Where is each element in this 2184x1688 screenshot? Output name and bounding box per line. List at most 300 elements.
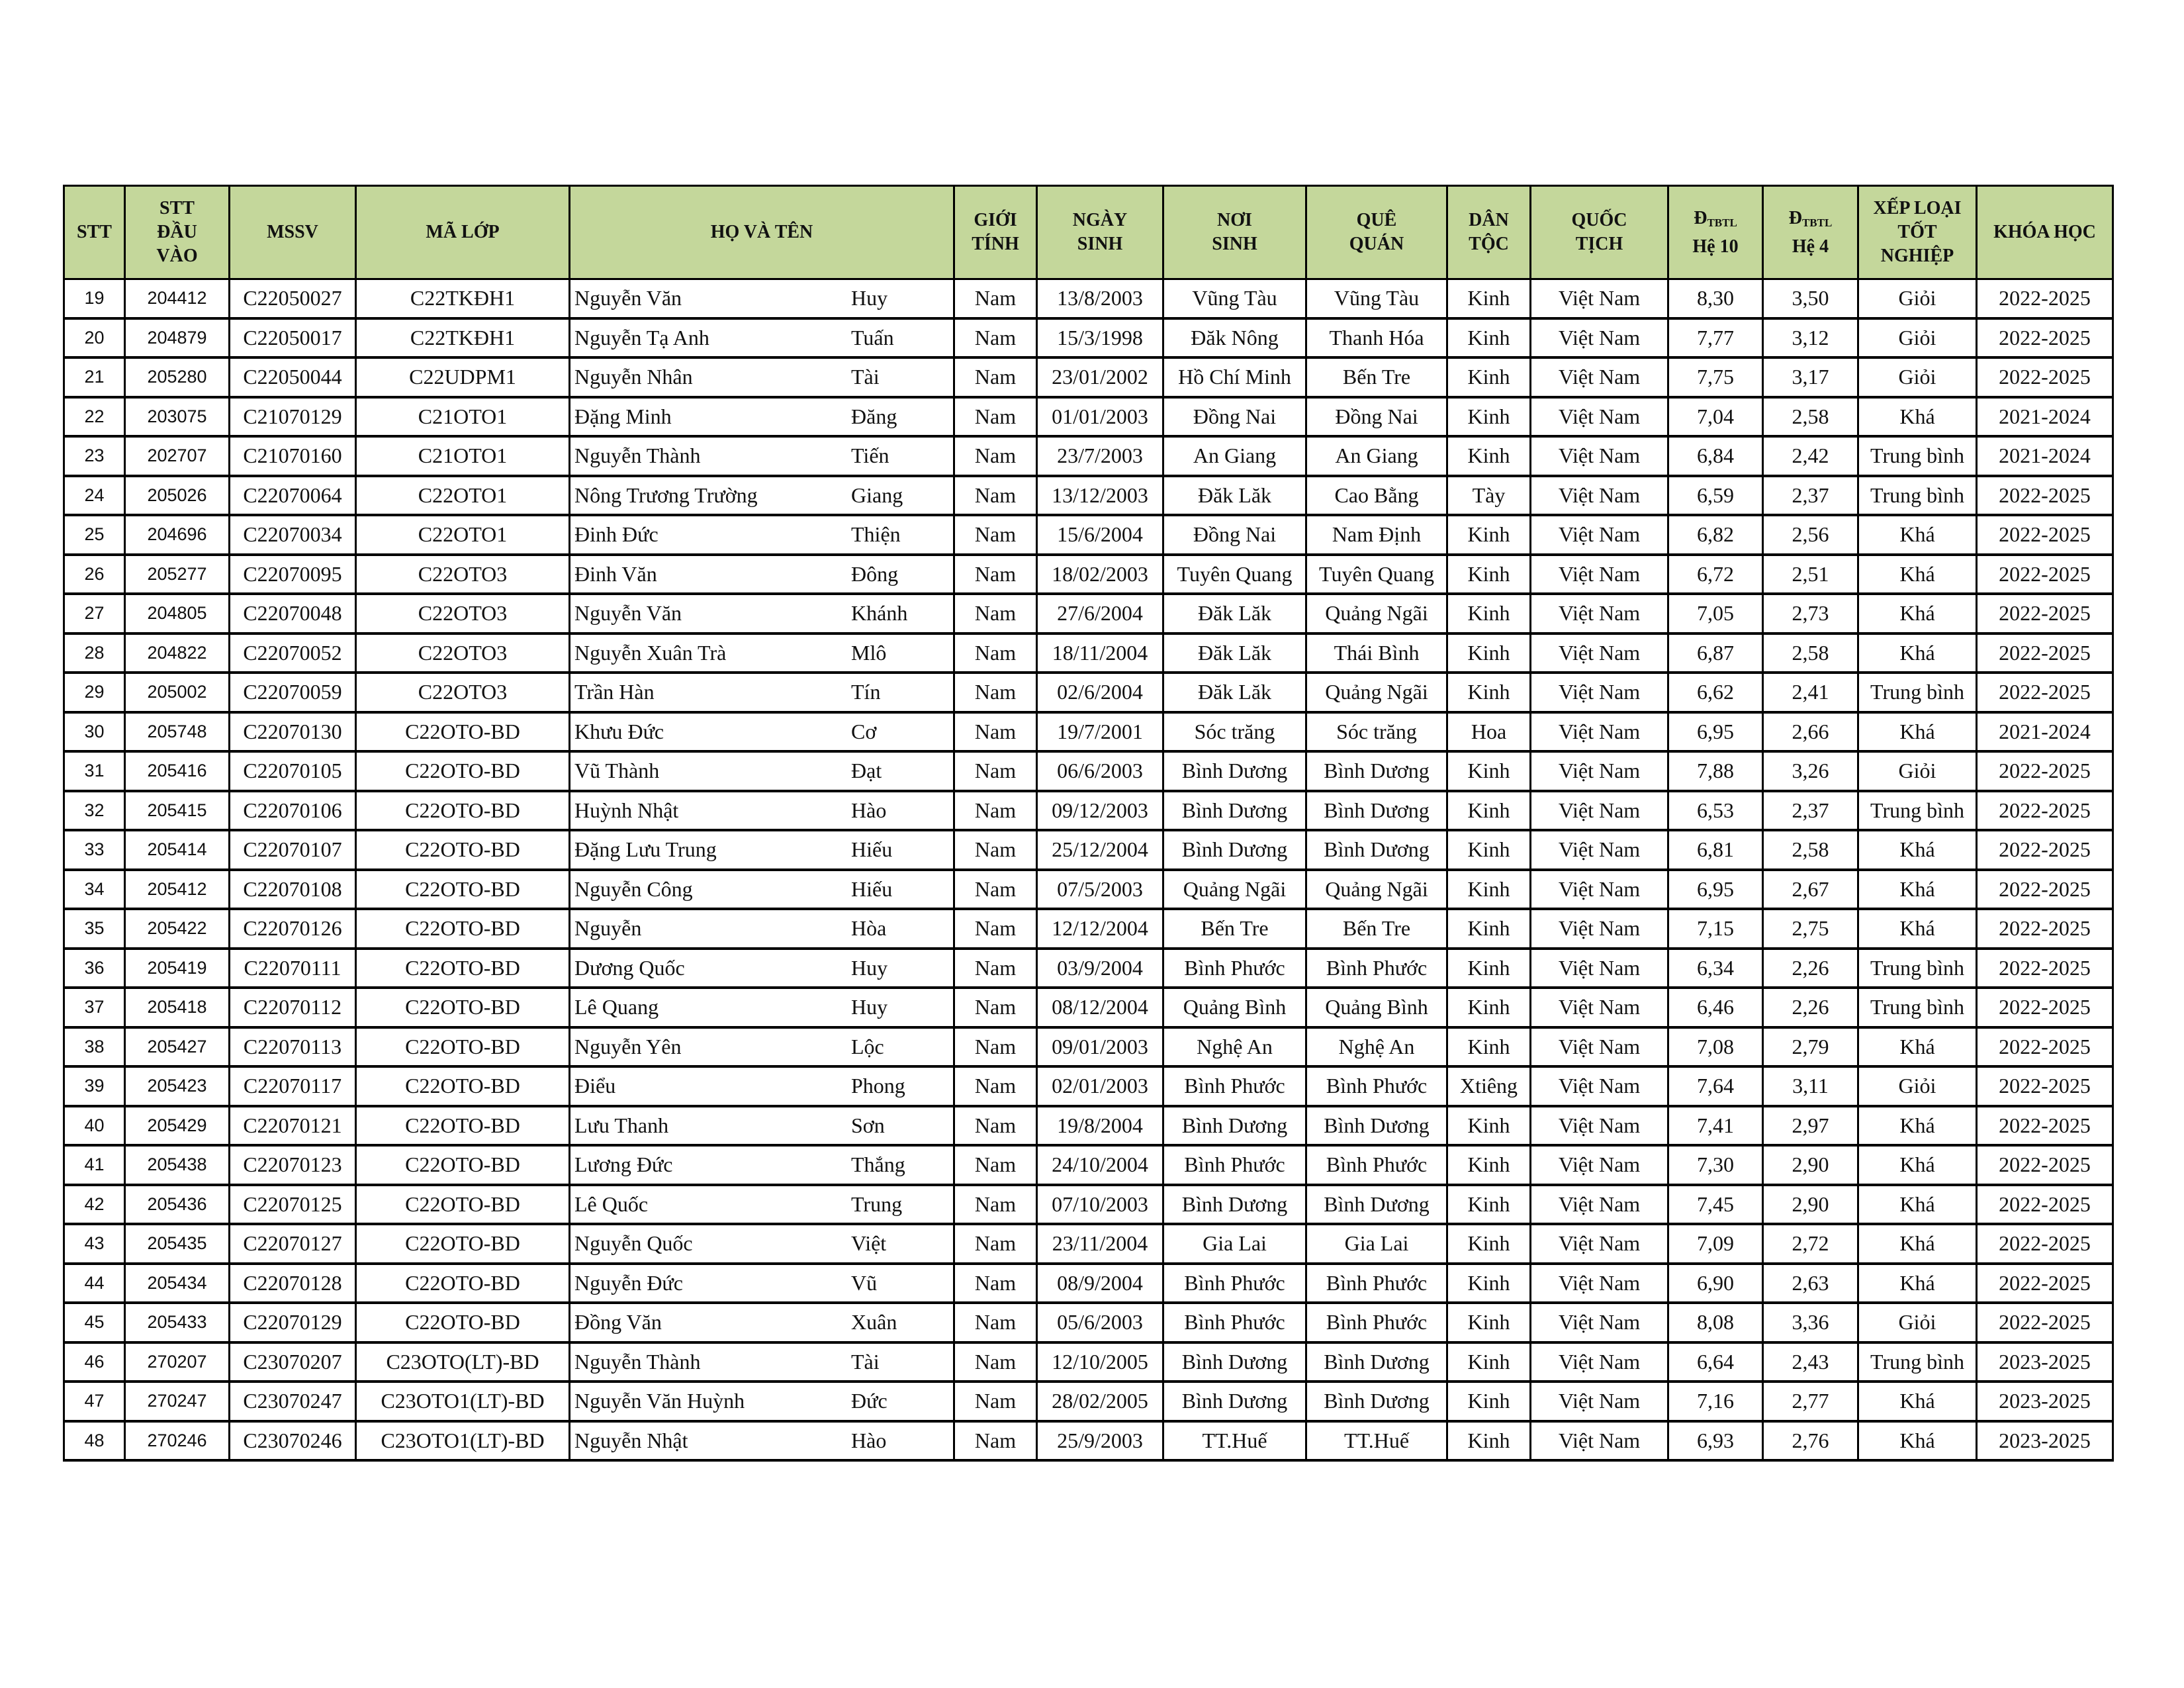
cell-que-quan: Bình Dương [1306,1106,1447,1146]
cell-xep-loai: Khá [1858,397,1977,437]
ten: Hào [851,798,887,822]
cell-dtbtl-he4: 2,90 [1763,1185,1858,1225]
ho-dem: Nguyễn Thành [574,444,701,468]
cell-stt-dau-vao: 205415 [125,791,230,831]
cell-ho-va-ten [570,1145,954,1185]
cell-dan-toc: Kinh [1447,279,1531,318]
cell-dan-toc: Kinh [1447,870,1531,910]
cell-dtbtl-he4: 2,37 [1763,791,1858,831]
cell-que-quan: Quảng Ngãi [1306,673,1447,712]
ho-dem: Nguyễn Tạ Anh [574,325,709,350]
cell-que-quan: Sóc trăng [1306,712,1447,752]
cell-xep-loai: Giỏi [1858,357,1977,397]
cell-gioi-tinh: Nam [954,1382,1037,1421]
cell-mssv: C22070130 [230,712,356,752]
cell-ngay-sinh: 07/10/2003 [1037,1185,1163,1225]
cell-dtbtl-he4: 2,67 [1763,870,1858,910]
cell-quoc-tich: Việt Nam [1531,712,1668,752]
cell-khoa-hoc: 2022-2025 [1977,751,2113,791]
ho-dem: Lương Đức [574,1152,673,1177]
cell-que-quan: Bình Dương [1306,751,1447,791]
cell-dan-toc: Kinh [1447,555,1531,594]
full-name [570,720,953,744]
cell-quoc-tich: Việt Nam [1531,1382,1668,1421]
cell-quoc-tich: Việt Nam [1531,830,1668,870]
cell-quoc-tich: Việt Nam [1531,1027,1668,1067]
cell-ma-lop: C22OTO3 [356,633,570,673]
cell-dtbtl-he4: 2,58 [1763,397,1858,437]
cell-ho-va-ten [570,712,954,752]
cell-dan-toc: Kinh [1447,1342,1531,1382]
cell-khoa-hoc: 2022-2025 [1977,673,2113,712]
table-row [64,673,2113,712]
ho-dem: Đặng Minh [574,404,672,428]
cell-ho-va-ten [570,1066,954,1106]
cell-xep-loai: Giỏi [1858,751,1977,791]
cell-dtbtl-he10: 6,72 [1668,555,1763,594]
cell-quoc-tich: Việt Nam [1531,1303,1668,1342]
cell-stt-dau-vao: 205433 [125,1303,230,1342]
cell-khoa-hoc: 2023-2025 [1977,1342,2113,1382]
cell-stt-dau-vao: 204879 [125,318,230,358]
cell-ngay-sinh: 12/10/2005 [1037,1342,1163,1382]
full-name [570,1271,953,1295]
cell-xep-loai: Khá [1858,1106,1977,1146]
ho-dem: Nguyễn Thành [574,1349,701,1374]
full-name [570,522,953,547]
cell-ho-va-ten [570,870,954,910]
cell-ngay-sinh: 09/01/2003 [1037,1027,1163,1067]
ten: Huy [851,995,888,1019]
cell-quoc-tich: Việt Nam [1531,1421,1668,1461]
ten: Hiếu [851,837,893,862]
cell-quoc-tich: Việt Nam [1531,751,1668,791]
cell-stt: 32 [64,791,125,831]
full-name [570,1429,953,1453]
cell-ho-va-ten [570,1027,954,1067]
cell-que-quan: Bình Phước [1306,949,1447,988]
cell-khoa-hoc: 2022-2025 [1977,555,2113,594]
cell-que-quan: Nghệ An [1306,1027,1447,1067]
cell-ma-lop: C22OTO-BD [356,1145,570,1185]
ho-dem: Đặng Lưu Trung [574,837,717,862]
cell-stt: 31 [64,751,125,791]
ho-dem: Nguyễn Yên [574,1034,682,1058]
cell-mssv: C22070106 [230,791,356,831]
header-row [64,186,2113,279]
cell-ma-lop: C22OTO1 [356,515,570,555]
full-name [570,1074,953,1098]
cell-ho-va-ten [570,476,954,516]
cell-dtbtl-he10: 7,09 [1668,1224,1763,1264]
header-ngay-sinh: NGÀY SINH [1037,186,1163,279]
cell-ma-lop: C22OTO-BD [356,712,570,752]
ten: Tài [851,365,880,389]
header-stt: STT [64,186,125,279]
cell-mssv: C22070128 [230,1264,356,1303]
cell-ma-lop: C22OTO3 [356,594,570,633]
cell-ma-lop: C22OTO-BD [356,830,570,870]
cell-khoa-hoc: 2022-2025 [1977,1027,2113,1067]
cell-mssv: C22070121 [230,1106,356,1146]
cell-khoa-hoc: 2022-2025 [1977,1066,2113,1106]
header-ma-lop: MÃ LỚP [356,186,570,279]
cell-mssv: C22050027 [230,279,356,318]
cell-noi-sinh: Bình Dương [1163,1185,1306,1225]
full-name [570,1231,953,1256]
cell-dtbtl-he10: 7,88 [1668,751,1763,791]
cell-dtbtl-he10: 7,45 [1668,1185,1763,1225]
ten: Sơn [851,1113,885,1137]
cell-ho-va-ten [570,949,954,988]
cell-ma-lop: C22OTO-BD [356,1066,570,1106]
cell-mssv: C22070125 [230,1185,356,1225]
ten: Tiến [851,444,889,468]
cell-quoc-tich: Việt Nam [1531,397,1668,437]
cell-noi-sinh: Đăk Lăk [1163,594,1306,633]
cell-xep-loai: Khá [1858,515,1977,555]
cell-mssv: C22070095 [230,555,356,594]
cell-ho-va-ten [570,436,954,476]
cell-dan-toc: Kinh [1447,909,1531,949]
cell-quoc-tich: Việt Nam [1531,988,1668,1027]
cell-dtbtl-he10: 8,30 [1668,279,1763,318]
cell-quoc-tich: Việt Nam [1531,1145,1668,1185]
cell-ngay-sinh: 23/11/2004 [1037,1224,1163,1264]
ho-dem: Nguyễn Đức [574,1270,683,1295]
cell-ngay-sinh: 23/7/2003 [1037,436,1163,476]
cell-stt: 28 [64,633,125,673]
cell-khoa-hoc: 2022-2025 [1977,949,2113,988]
cell-stt-dau-vao: 205414 [125,830,230,870]
cell-xep-loai: Khá [1858,1027,1977,1067]
full-name [570,326,953,350]
ten: Tuấn [851,325,894,350]
table-row [64,830,2113,870]
cell-que-quan: Bình Dương [1306,1342,1447,1382]
cell-stt-dau-vao: 270247 [125,1382,230,1421]
table-row [64,1224,2113,1264]
cell-dtbtl-he4: 2,90 [1763,1145,1858,1185]
cell-ma-lop: C22OTO3 [356,673,570,712]
cell-stt-dau-vao: 204412 [125,279,230,318]
ten: Khánh [851,601,908,626]
cell-ngay-sinh: 02/6/2004 [1037,673,1163,712]
cell-dan-toc: Kinh [1447,673,1531,712]
cell-dtbtl-he10: 6,90 [1668,1264,1763,1303]
ten: Xuân [851,1310,897,1335]
cell-khoa-hoc: 2021-2024 [1977,436,2113,476]
cell-gioi-tinh: Nam [954,397,1037,437]
ho-dem: Nguyễn Văn [574,601,682,626]
full-name [570,601,953,626]
cell-khoa-hoc: 2022-2025 [1977,988,2113,1027]
cell-ho-va-ten [570,988,954,1027]
cell-quoc-tich: Việt Nam [1531,1224,1668,1264]
cell-gioi-tinh: Nam [954,515,1037,555]
cell-stt-dau-vao: 205423 [125,1066,230,1106]
cell-ma-lop: C22OTO-BD [356,1303,570,1342]
table-row [64,1264,2113,1303]
cell-ngay-sinh: 01/01/2003 [1037,397,1163,437]
cell-khoa-hoc: 2023-2025 [1977,1382,2113,1421]
cell-que-quan: Nam Định [1306,515,1447,555]
cell-mssv: C22070105 [230,751,356,791]
cell-ho-va-ten [570,357,954,397]
cell-khoa-hoc: 2022-2025 [1977,594,2113,633]
cell-xep-loai: Khá [1858,1421,1977,1461]
ho-dem: Dương Quốc [574,955,685,980]
cell-khoa-hoc: 2022-2025 [1977,1106,2113,1146]
cell-ngay-sinh: 15/3/1998 [1037,318,1163,358]
cell-ngay-sinh: 07/5/2003 [1037,870,1163,910]
ho-dem: Nguyễn Văn [574,286,682,310]
cell-dan-toc: Xtiêng [1447,1066,1531,1106]
cell-mssv: C22070048 [230,594,356,633]
table-row [64,594,2113,633]
cell-stt-dau-vao: 205280 [125,357,230,397]
cell-dan-toc: Kinh [1447,1303,1531,1342]
full-name [570,641,953,665]
table-row [64,1185,2113,1225]
cell-ngay-sinh: 13/8/2003 [1037,279,1163,318]
cell-dan-toc: Kinh [1447,1027,1531,1067]
cell-ngay-sinh: 19/8/2004 [1037,1106,1163,1146]
cell-que-quan: Bình Phước [1306,1303,1447,1342]
cell-xep-loai: Giỏi [1858,1303,1977,1342]
cell-ma-lop: C22OTO-BD [356,751,570,791]
cell-dan-toc: Kinh [1447,1145,1531,1185]
ten: Cơ [851,719,877,743]
cell-dtbtl-he4: 2,58 [1763,633,1858,673]
cell-quoc-tich: Việt Nam [1531,1185,1668,1225]
header-mssv: MSSV [230,186,356,279]
cell-ngay-sinh: 25/9/2003 [1037,1421,1163,1461]
cell-khoa-hoc: 2022-2025 [1977,909,2113,949]
full-name [570,444,953,468]
cell-stt-dau-vao: 202707 [125,436,230,476]
cell-dan-toc: Kinh [1447,318,1531,358]
cell-gioi-tinh: Nam [954,1145,1037,1185]
cell-ma-lop: C23OTO(LT)-BD [356,1342,570,1382]
cell-dtbtl-he4: 2,58 [1763,830,1858,870]
cell-dtbtl-he4: 3,26 [1763,751,1858,791]
cell-quoc-tich: Việt Nam [1531,1264,1668,1303]
cell-gioi-tinh: Nam [954,1224,1037,1264]
ten: Đăng [851,404,897,428]
full-name [570,956,953,980]
cell-mssv: C22070117 [230,1066,356,1106]
cell-gioi-tinh: Nam [954,555,1037,594]
cell-que-quan: Bình Dương [1306,1185,1447,1225]
cell-stt-dau-vao: 205422 [125,909,230,949]
cell-ma-lop: C22OTO-BD [356,949,570,988]
full-name [570,365,953,389]
full-name [570,1152,953,1177]
cell-stt: 46 [64,1342,125,1382]
ho-dem: Nguyễn Xuân Trà [574,640,727,665]
cell-dan-toc: Hoa [1447,712,1531,752]
ho-dem: Điểu [574,1074,616,1098]
ho-dem: Khưu Đức [574,719,664,743]
cell-noi-sinh: Đồng Nai [1163,397,1306,437]
cell-quoc-tich: Việt Nam [1531,594,1668,633]
ten: Phong [851,1074,905,1098]
header-xep-loai: XẾP LOẠI TỐT NGHIỆP [1858,186,1977,279]
cell-dtbtl-he10: 6,46 [1668,988,1763,1027]
cell-khoa-hoc: 2022-2025 [1977,633,2113,673]
cell-xep-loai: Trung bình [1858,476,1977,516]
cell-dan-toc: Kinh [1447,397,1531,437]
table-row [64,476,2113,516]
cell-ho-va-ten [570,1106,954,1146]
cell-ho-va-ten [570,594,954,633]
cell-gioi-tinh: Nam [954,1264,1037,1303]
cell-khoa-hoc: 2022-2025 [1977,279,2113,318]
cell-ho-va-ten [570,751,954,791]
cell-quoc-tich: Việt Nam [1531,870,1668,910]
cell-mssv: C23070207 [230,1342,356,1382]
cell-ma-lop: C22OTO-BD [356,791,570,831]
cell-dtbtl-he10: 8,08 [1668,1303,1763,1342]
cell-dtbtl-he4: 2,51 [1763,555,1858,594]
cell-dan-toc: Kinh [1447,988,1531,1027]
cell-stt-dau-vao: 205427 [125,1027,230,1067]
cell-ngay-sinh: 18/02/2003 [1037,555,1163,594]
cell-quoc-tich: Việt Nam [1531,555,1668,594]
cell-ma-lop: C22OTO-BD [356,988,570,1027]
header-que-quan: QUÊ QUÁN [1306,186,1447,279]
cell-dtbtl-he4: 2,75 [1763,909,1858,949]
cell-noi-sinh: Nghệ An [1163,1027,1306,1067]
cell-gioi-tinh: Nam [954,830,1037,870]
full-name [570,1310,953,1335]
ten: Thắng [851,1152,905,1177]
table-row [64,1303,2113,1342]
cell-mssv: C22070111 [230,949,356,988]
cell-dtbtl-he4: 2,26 [1763,988,1858,1027]
header-dtbtl-he10: $Đ_{TBTL}$ Hệ 10 [1668,186,1763,279]
ten: Lộc [851,1034,884,1058]
table-row [64,515,2113,555]
cell-ho-va-ten [570,318,954,358]
cell-dtbtl-he10: 7,04 [1668,397,1763,437]
cell-stt: 45 [64,1303,125,1342]
cell-dtbtl-he10: 7,08 [1668,1027,1763,1067]
ho-dem: Nông Trương Trường [574,483,758,507]
cell-stt: 20 [64,318,125,358]
cell-ngay-sinh: 05/6/2003 [1037,1303,1163,1342]
cell-dtbtl-he10: 6,84 [1668,436,1763,476]
cell-stt: 48 [64,1421,125,1461]
cell-stt-dau-vao: 203075 [125,397,230,437]
cell-stt: 25 [64,515,125,555]
cell-noi-sinh: Gia Lai [1163,1224,1306,1264]
ten: Huy [851,955,888,980]
cell-stt-dau-vao: 270207 [125,1342,230,1382]
cell-xep-loai: Trung bình [1858,791,1977,831]
cell-ngay-sinh: 12/12/2004 [1037,909,1163,949]
cell-noi-sinh: Đồng Nai [1163,515,1306,555]
ho-dem: Huỳnh Nhật [574,798,679,822]
header-dtbtl-he4: $Đ_{TBTL}$ Hệ 4 [1763,186,1858,279]
cell-dan-toc: Kinh [1447,1106,1531,1146]
cell-dtbtl-he10: 7,77 [1668,318,1763,358]
cell-stt-dau-vao: 204696 [125,515,230,555]
cell-stt: 26 [64,555,125,594]
cell-ma-lop: C22OTO3 [356,555,570,594]
cell-ngay-sinh: 18/11/2004 [1037,633,1163,673]
cell-stt: 23 [64,436,125,476]
cell-quoc-tich: Việt Nam [1531,1066,1668,1106]
cell-gioi-tinh: Nam [954,712,1037,752]
cell-dtbtl-he4: 2,77 [1763,1382,1858,1421]
cell-xep-loai: Trung bình [1858,673,1977,712]
header-khoa-hoc: KHÓA HỌC [1977,186,2113,279]
table-row [64,397,2113,437]
cell-stt-dau-vao: 205002 [125,673,230,712]
cell-stt-dau-vao: 205429 [125,1106,230,1146]
cell-dtbtl-he4: 2,41 [1763,673,1858,712]
cell-dtbtl-he4: 2,37 [1763,476,1858,516]
cell-dtbtl-he10: 6,34 [1668,949,1763,988]
table-row [64,1106,2113,1146]
ho-dem: Lê Quốc [574,1192,649,1216]
cell-mssv: C22050044 [230,357,356,397]
cell-xep-loai: Khá [1858,712,1977,752]
cell-noi-sinh: Bình Dương [1163,1342,1306,1382]
cell-gioi-tinh: Nam [954,949,1037,988]
table-row [64,1066,2113,1106]
cell-dan-toc: Tày [1447,476,1531,516]
cell-quoc-tich: Việt Nam [1531,515,1668,555]
cell-khoa-hoc: 2023-2025 [1977,1421,2113,1461]
cell-dan-toc: Kinh [1447,515,1531,555]
cell-xep-loai: Khá [1858,1185,1977,1225]
cell-khoa-hoc: 2021-2024 [1977,712,2113,752]
cell-noi-sinh: Vũng Tàu [1163,279,1306,318]
cell-stt: 21 [64,357,125,397]
cell-dtbtl-he10: 7,75 [1668,357,1763,397]
cell-gioi-tinh: Nam [954,1421,1037,1461]
cell-dtbtl-he4: 2,26 [1763,949,1858,988]
ho-dem: Nguyễn Công [574,876,693,901]
table-row [64,712,2113,752]
cell-dtbtl-he10: 7,64 [1668,1066,1763,1106]
cell-stt: 35 [64,909,125,949]
cell-stt: 22 [64,397,125,437]
full-name [570,286,953,310]
cell-que-quan: Quảng Bình [1306,988,1447,1027]
cell-mssv: C22070034 [230,515,356,555]
cell-noi-sinh: Bình Phước [1163,1145,1306,1185]
cell-ma-lop: C22OTO1 [356,476,570,516]
table-row [64,791,2113,831]
cell-quoc-tich: Việt Nam [1531,357,1668,397]
cell-mssv: C23070246 [230,1421,356,1461]
cell-stt-dau-vao: 204805 [125,594,230,633]
cell-xep-loai: Khá [1858,555,1977,594]
cell-que-quan: An Giang [1306,436,1447,476]
cell-ho-va-ten [570,1224,954,1264]
ten: Tài [851,1349,880,1374]
cell-dan-toc: Kinh [1447,436,1531,476]
cell-ho-va-ten [570,1264,954,1303]
cell-stt: 41 [64,1145,125,1185]
cell-noi-sinh: Bình Phước [1163,1303,1306,1342]
ten: Tín [851,680,881,704]
cell-stt: 40 [64,1106,125,1146]
